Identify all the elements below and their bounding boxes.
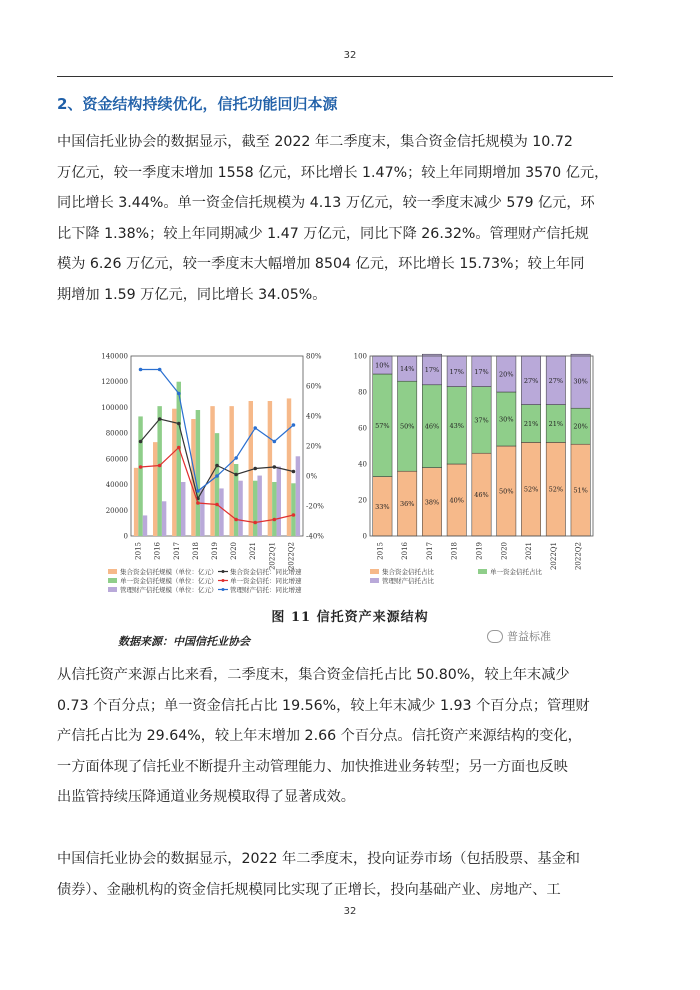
watermark-text: 普益标准: [507, 630, 551, 643]
bar: [296, 456, 300, 536]
bar: [268, 401, 272, 536]
bar: [249, 401, 253, 536]
legend-swatch-dot: [222, 588, 225, 591]
data-label: 51%: [573, 486, 588, 495]
x-tick-label: 2015: [376, 542, 385, 560]
legend-swatch: [478, 569, 487, 574]
paragraph-line: 期增加 1.59 万亿元，同比增长 34.05%。: [57, 286, 327, 303]
bar: [272, 482, 276, 536]
x-tick-label: 2017: [425, 542, 434, 560]
paragraph-line: 产信托占比为 29.64%，较上年末增加 2.66 个百分点。信托资产来源结构的变化，: [57, 728, 582, 744]
bar: [291, 483, 295, 536]
bar: [238, 481, 242, 536]
bar: [257, 476, 261, 536]
line-point: [292, 513, 296, 517]
data-label: 46%: [474, 491, 489, 500]
legend-label: 管理财产信托规模（单位：亿元）: [120, 586, 218, 594]
paragraph-line: 一方面体现了信托业不断提升主动管理能力、加快推进业务转型；另一方面也反映: [57, 758, 568, 775]
bar: [219, 488, 223, 536]
line-point: [139, 368, 143, 372]
x-tick-label: 2019: [475, 542, 484, 560]
line-point: [215, 474, 219, 478]
bar: [177, 382, 181, 536]
legend-label: 单一资金信托规模（单位：亿元）: [120, 577, 218, 585]
bar: [153, 442, 157, 536]
watermark: [487, 628, 551, 644]
data-label: 43%: [449, 421, 464, 430]
x-tick-label: 2022Q1: [268, 542, 277, 571]
bar: [196, 410, 200, 536]
data-label: 57%: [375, 421, 390, 430]
data-label: 36%: [399, 500, 415, 509]
bar: [138, 416, 142, 536]
data-label: 52%: [523, 485, 539, 494]
line-point: [177, 422, 181, 426]
trust-scale-chart: [98, 346, 348, 601]
line-point: [292, 423, 296, 427]
paragraph-line: 0.73 个百分点；单一资金信托占比 19.56%，较上年末减少 1.93 个百分点；管理财: [57, 697, 590, 714]
bar: [215, 433, 219, 536]
y-tick-label: 60000: [105, 455, 128, 464]
data-label: 52%: [548, 485, 564, 494]
y-tick-label: 80: [358, 388, 367, 397]
x-tick-label: 2020: [500, 542, 509, 560]
paragraph-1: [57, 127, 617, 310]
legend-swatch: [370, 578, 379, 583]
line-point: [234, 518, 238, 522]
y-tick-label: 20: [358, 496, 367, 505]
data-label: 27%: [548, 376, 564, 385]
x-tick-label: 2016: [401, 542, 410, 560]
legend-swatch: [108, 569, 117, 574]
x-tick-label: 2020: [230, 542, 239, 560]
y-tick-label: 120000: [101, 378, 128, 387]
legend-label: 集合资金信托占比: [382, 568, 434, 576]
legend-label: 单一资金信托：同比增速: [230, 577, 302, 585]
data-label: 14%: [399, 365, 415, 374]
y-tick-label: 40000: [105, 481, 128, 490]
y2-tick-label: 0%: [306, 472, 318, 481]
data-label: 27%: [523, 376, 539, 385]
legend-label: 管理财产信托占比: [382, 577, 434, 585]
line-point: [215, 464, 219, 468]
paragraph-line: 从信托资产来源占比来看，二季度末，集合资金信托占比 50.80%，较上年末减少: [57, 667, 570, 683]
line-point: [177, 392, 181, 396]
line-point: [292, 470, 296, 474]
legend-swatch: [370, 569, 379, 574]
bar: [134, 468, 138, 536]
data-label: 17%: [424, 366, 440, 374]
data-label: 50%: [499, 487, 514, 496]
bar: [157, 406, 161, 536]
data-label: 46%: [424, 422, 440, 431]
data-label: 33%: [375, 502, 390, 511]
legend-label: 集合资金信托规模（单位：亿元）: [120, 568, 218, 576]
x-tick-label: 2019: [211, 542, 219, 560]
paragraph-line: 中国信托业协会的数据显示，截至 2022 年二季度末，集合资金信托规模为 10.72: [57, 134, 573, 150]
paragraph-2: [57, 660, 617, 813]
bar: [200, 488, 204, 536]
line-point: [158, 368, 162, 372]
x-tick-label: 2016: [153, 542, 162, 560]
y-tick-label: 80000: [105, 429, 128, 438]
line-point: [273, 465, 277, 469]
legend-swatch-dot: [222, 579, 225, 582]
line-point: [158, 417, 162, 421]
paragraph-3: [57, 844, 617, 905]
data-label: 40%: [449, 496, 464, 505]
bar: [172, 409, 176, 536]
y-tick-label: 40: [358, 460, 367, 469]
x-tick-label: 2021: [525, 542, 534, 560]
x-tick-label: 2022Q2: [574, 542, 583, 571]
y-tick-label: 60: [358, 424, 367, 433]
data-label: 20%: [499, 370, 514, 379]
y-tick-label: 0: [362, 532, 367, 541]
legend-swatch-dot: [222, 570, 225, 573]
y2-tick-label: -20%: [306, 502, 324, 511]
data-label: 10%: [375, 361, 390, 370]
line-point: [177, 446, 181, 450]
y-tick-label: 20000: [105, 506, 128, 515]
line-point: [273, 440, 277, 444]
paragraph-line: 同比增长 3.44%。单一资金信托规模为 4.13 万亿元，较一季度末减少 579 亿元，环: [57, 195, 595, 211]
section-heading: 2、资金结构持续优化，信托功能回归本源: [57, 95, 338, 113]
x-tick-label: 2017: [172, 542, 181, 560]
data-label: 21%: [548, 420, 564, 428]
paragraph-line: 出监管持续压降通道业务规模取得了显著成效。: [57, 789, 355, 805]
paragraph-line: 债券）、金融机构的资金信托规模同比实现了正增长，投向基础产业、房地产、工: [57, 881, 561, 898]
page-number-bottom: 32: [343, 906, 357, 917]
y-tick-label: 0: [123, 532, 128, 541]
data-label: 17%: [474, 367, 489, 376]
data-label: 37%: [474, 416, 489, 425]
legend-label: 管理财产信托：同比增速: [230, 586, 302, 594]
data-label: 50%: [399, 422, 415, 431]
page-number-top: 32: [343, 50, 357, 61]
line-point: [253, 426, 257, 430]
data-label: 38%: [424, 498, 440, 507]
line-point: [234, 456, 238, 460]
x-tick-label: 2018: [450, 542, 459, 560]
bar: [143, 515, 147, 536]
bar: [253, 481, 257, 536]
bar: [181, 482, 185, 536]
line-point: [139, 440, 143, 444]
line-point: [196, 489, 200, 493]
x-tick-label: 2015: [134, 542, 143, 560]
data-label: 30%: [573, 377, 588, 386]
y2-tick-label: 60%: [306, 382, 322, 391]
y-tick-label: 140000: [101, 352, 128, 361]
legend-label: 单一资金信托占比: [490, 568, 542, 576]
y2-tick-label: 80%: [306, 352, 322, 361]
data-label: 21%: [523, 420, 539, 428]
data-label: 30%: [499, 415, 514, 424]
x-tick-label: 2022Q1: [549, 542, 558, 571]
bar: [277, 467, 281, 536]
x-tick-label: 2022Q2: [287, 542, 296, 571]
x-tick-label: 2018: [191, 542, 200, 560]
header-rule: [57, 76, 613, 77]
paragraph-line: 中国信托业协会的数据显示，2022 年二季度末，投向证券市场（包括股票、基金和: [57, 851, 580, 867]
figure-caption: 图 11 信托资产来源结构: [271, 610, 429, 625]
trust-share-chart: [348, 346, 603, 601]
line-point: [253, 521, 257, 525]
data-source: 数据来源：中国信托业协会: [118, 635, 250, 648]
line-point: [196, 501, 200, 505]
y2-tick-label: -40%: [306, 532, 324, 541]
y2-tick-label: 20%: [306, 442, 322, 451]
legend-swatch: [108, 578, 117, 583]
y2-tick-label: 40%: [306, 412, 322, 421]
line-point: [139, 465, 143, 469]
line-point: [158, 464, 162, 468]
paragraph-line: 比下降 1.38%；较上年同期减少 1.47 万亿元，同比下降 26.32%。管理财产信托规: [57, 225, 589, 242]
legend-label: 集合资金信托：同比增速: [230, 568, 302, 576]
legend-swatch: [108, 587, 117, 592]
line-point: [253, 467, 257, 471]
paragraph-line: 模为 6.26 万亿元，较一季度末大幅增加 8504 亿元，环比增长 15.73%；较上年同: [57, 256, 585, 272]
y-tick-label: 100000: [101, 403, 128, 412]
line-point: [234, 473, 238, 477]
x-tick-label: 2021: [249, 542, 258, 560]
line-point: [215, 503, 219, 507]
bar: [162, 501, 166, 536]
data-label: 17%: [449, 367, 464, 376]
wechat-icon: [487, 630, 503, 643]
y-tick-label: 100: [353, 352, 367, 361]
paragraph-line: 万亿元，较一季度末增加 1558 亿元，环比增长 1.47%；较上年同期增加 3570 亿元，: [57, 164, 609, 181]
line-point: [273, 518, 277, 522]
data-label: 20%: [573, 422, 588, 431]
